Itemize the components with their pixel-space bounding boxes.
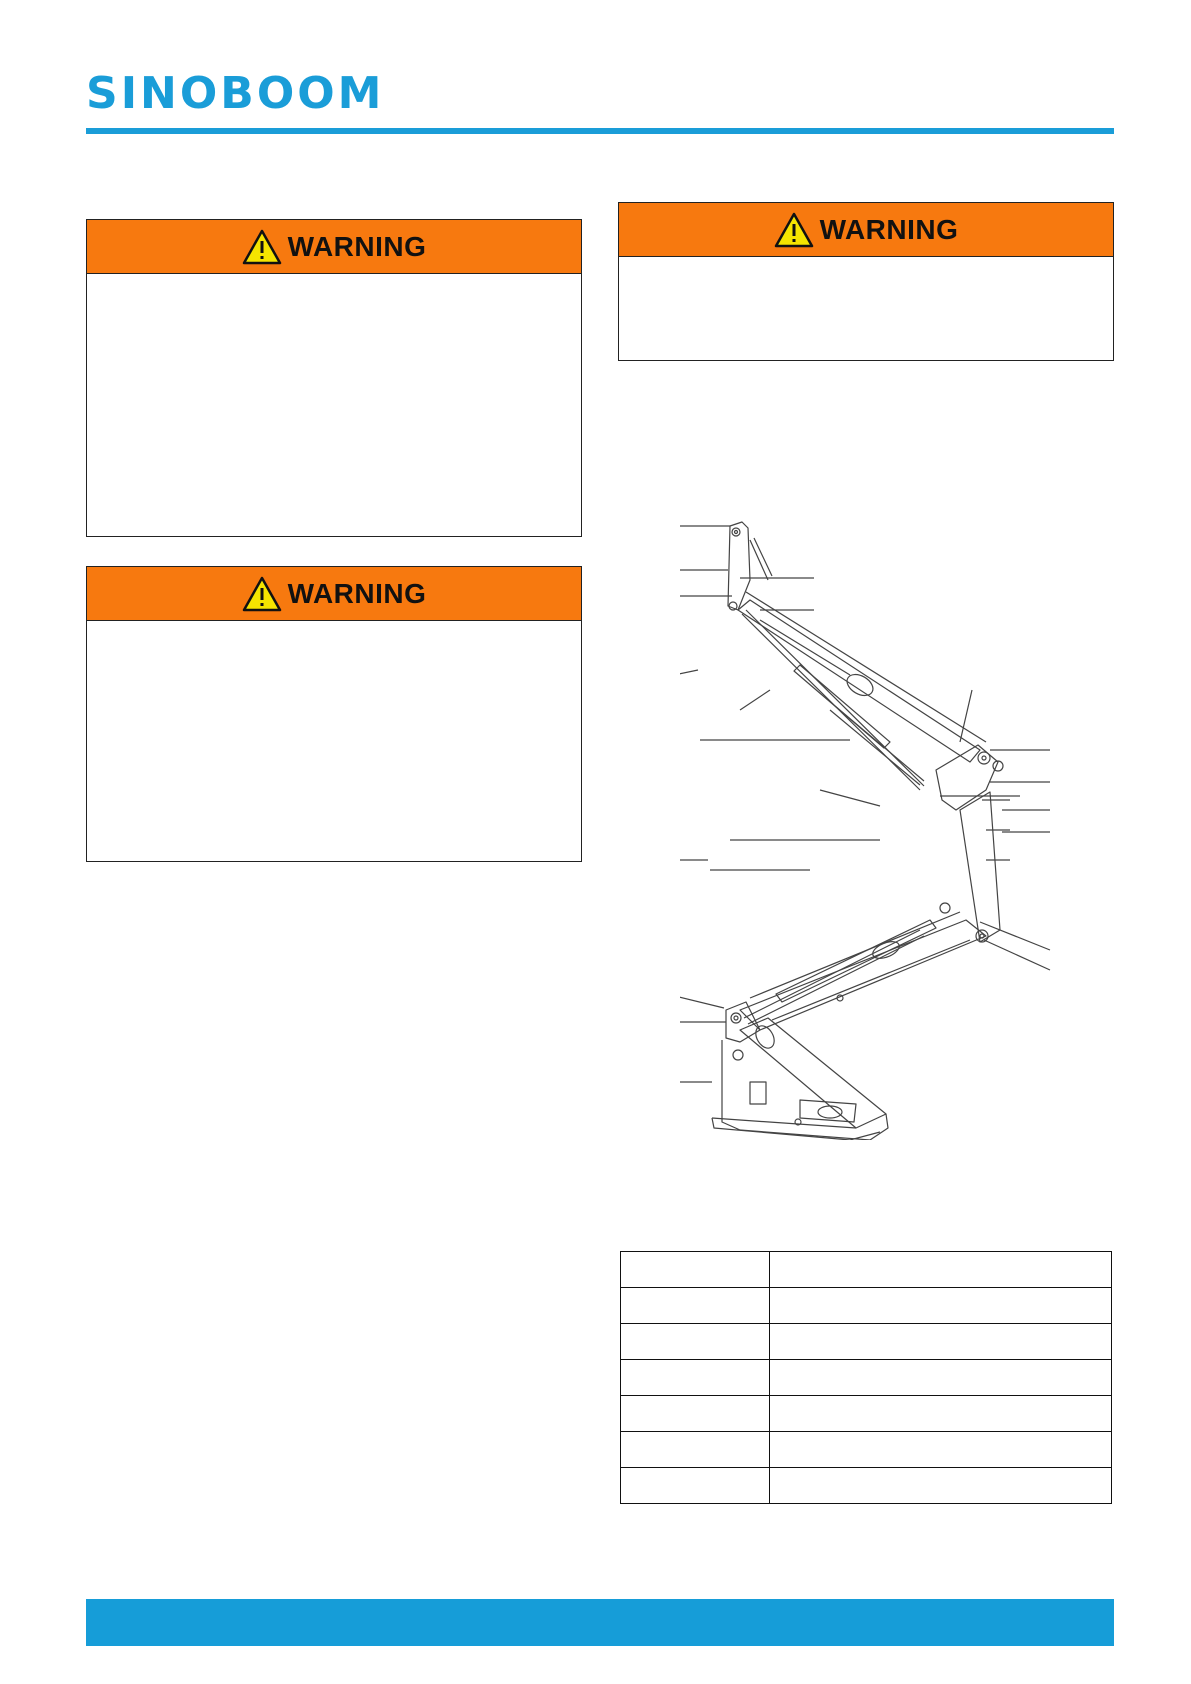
table-row — [621, 1324, 1112, 1360]
table-cell — [770, 1432, 1112, 1468]
warning-triangle-icon — [242, 576, 282, 612]
warning-label: WARNING — [287, 230, 427, 262]
warning-header — [619, 203, 1113, 257]
header-divider — [86, 128, 1114, 134]
warning-box-2 — [86, 566, 582, 862]
warning-box-3 — [618, 202, 1114, 361]
table-cell — [621, 1396, 770, 1432]
table-cell — [770, 1252, 1112, 1288]
table-row — [621, 1432, 1112, 1468]
table-cell — [621, 1360, 770, 1396]
boom-assembly-diagram — [680, 510, 1060, 1140]
table-row — [621, 1360, 1112, 1396]
table-cell — [770, 1324, 1112, 1360]
table-cell — [770, 1468, 1112, 1504]
warning-header — [87, 220, 581, 274]
warning-header — [87, 567, 581, 621]
warning-triangle-icon — [242, 229, 282, 265]
table-cell — [770, 1288, 1112, 1324]
warning-box-1 — [86, 219, 582, 537]
table-cell — [621, 1252, 770, 1288]
table-cell — [770, 1396, 1112, 1432]
sinoboom-logo: SINOBOOM — [86, 68, 385, 119]
table-cell — [621, 1288, 770, 1324]
table-row — [621, 1468, 1112, 1504]
table-cell — [621, 1324, 770, 1360]
warning-label: WARNING — [287, 577, 427, 609]
warning-label: WARNING — [819, 213, 959, 245]
table-cell — [621, 1432, 770, 1468]
table-row — [621, 1288, 1112, 1324]
footer-bar — [86, 1599, 1114, 1646]
table-row — [621, 1252, 1112, 1288]
table-row — [621, 1396, 1112, 1432]
table-cell — [621, 1468, 770, 1504]
legend-table — [620, 1251, 1112, 1504]
warning-triangle-icon — [774, 212, 814, 248]
table-cell — [770, 1360, 1112, 1396]
